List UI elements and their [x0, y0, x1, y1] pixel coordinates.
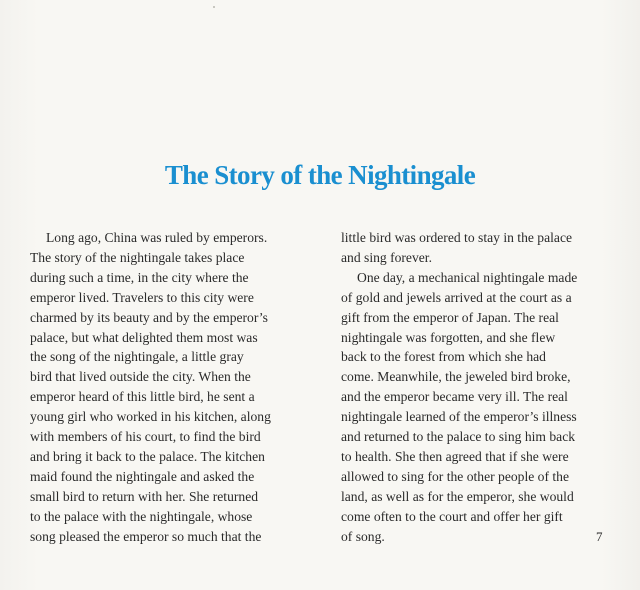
text-line: maid found the nightingale and asked the — [30, 468, 255, 484]
text-line: charmed by its beauty and by the emperor’s — [30, 309, 268, 325]
text-line: land, as well as for the emperor, she would — [341, 488, 574, 504]
text-line: come. Meanwhile, the jeweled bird broke, — [341, 369, 571, 385]
text-line: of song. — [341, 528, 385, 544]
text-line: little bird was ordered to stay in the palace — [341, 230, 573, 245]
text-line: come often to the court and offer her gift — [341, 508, 563, 524]
paper-speck — [213, 6, 215, 8]
text-column-left — [30, 228, 306, 547]
text-line: emperor heard of this little bird, he sent a — [30, 389, 255, 405]
text-column-right — [341, 228, 617, 547]
text-line: palace, but what delighted them most was — [30, 329, 258, 345]
text-line: back to the forest from which she had — [341, 349, 546, 365]
text-line: song pleased the emperor so much that the — [30, 528, 262, 544]
page-number: 7 — [596, 529, 603, 544]
text-line: and the emperor became very ill. The real — [341, 389, 568, 405]
text-line: and bring it back to the palace. The kitchen — [30, 448, 265, 464]
text-line: bird that lived outside the city. When the — [30, 369, 251, 385]
text-line: emperor lived. Travelers to this city were — [30, 289, 254, 305]
text-line: nightingale was forgotten, and she flew — [341, 329, 556, 345]
text-line: and returned to the palace to sing him back — [341, 429, 576, 445]
text-line: Long ago, China was ruled by emperors. — [46, 230, 268, 245]
text-line: during such a time, in the city where the — [30, 269, 249, 285]
text-line: and sing forever. — [341, 249, 432, 265]
text-line: of gold and jewels arrived at the court as a — [341, 289, 572, 305]
text-line: One day, a mechanical nightingale made — [357, 269, 578, 285]
text-line: small bird to return with her. She returned — [30, 488, 259, 504]
text-line: to the palace with the nightingale, whose — [30, 508, 253, 524]
text-line: young girl who worked in his kitchen, along — [30, 409, 271, 425]
text-line: the song of the nightingale, a little gray — [30, 349, 244, 365]
text-line: The story of the nightingale takes place — [30, 249, 245, 265]
text-line: nightingale learned of the emperor’s illness — [341, 409, 577, 425]
text-line: allowed to sing for the other people of the — [341, 468, 570, 484]
text-line: with members of his court, to find the bird — [30, 429, 261, 445]
page-title: The Story of the Nightingale — [164, 160, 476, 190]
text-line: to health. She then agreed that if she were — [341, 448, 569, 464]
text-line: gift from the emperor of Japan. The real — [341, 309, 559, 325]
